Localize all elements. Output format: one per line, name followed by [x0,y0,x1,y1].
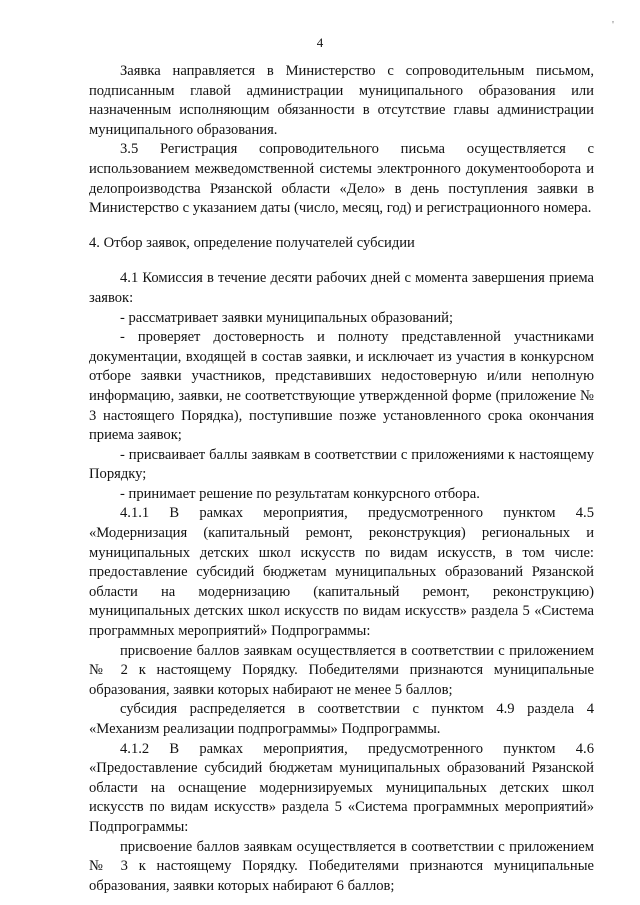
paragraph: Заявка направляется в Министерство с сопроводительным письмом, подписанным главой администрации муниципального образования или назначенным исполняющим обязанности в отсутствие главы администрации муниципального образования. [89,63,594,138]
page-number: 4 [316,35,324,50]
paragraph: 4.1.2 В рамках мероприятия, предусмотренного пунктом 4.6 «Предоставление субсидий бюджетам муниципальных образований Рязанской области на оснащение модернизируемых муниципальных детских школ искусств по видам искусств» раздела 5 «Система программных мероприятий» Подпрограммы: [89,740,594,835]
paragraph: субсидия распределяется в соответствии с пунктом 4.9 раздела 4 «Механизм реализации подпрограммы» Подпрограммы. [89,701,594,737]
list-item: - принимает решение по результатам конкурсного отбора. [120,485,480,502]
corner-mark: ' [612,19,614,31]
list-item: - рассматривает заявки муниципальных образований; [120,309,454,326]
paragraph: 3.5 Регистрация сопроводительного письма осуществляется с использованием межведомственной системы электронного документооборота и делопроизводства Рязанской области «Дело» в день поступления заявки в Министерство с указанием даты (число, месяц, год) и регистрационного номера. [89,141,594,217]
paragraph: 4.1 Комиссия в течение десяти рабочих дней с момента завершения приема заявок: [89,270,594,306]
list-item: - проверяет достоверность и полноту представленной участниками документации, входящей в состав заявки, и исключает из участия в конкурсном отборе заявки участников, представивших недостоверную и/или неполную информацию, заявки, не соответствующие утвержденной форме (приложение № 3 настоящего Порядка), поступившие позже установленного срока окончания приема заявок; [89,329,594,444]
paragraph: присвоение баллов заявкам осуществляется в соответствии с приложением № 2 к настоящему Порядку. Победителями признаются муниципальные образования, заявки которых набирают не менее 5 баллов; [89,642,594,698]
paragraph: 4.1.1 В рамках мероприятия, предусмотренного пунктом 4.5 «Модернизация (капитальный ремонт, реконструкция) региональных и муниципальных детских школ искусств по видам искусств, в том числе: предоставление субсидий бюджетам муниципальных образований Рязанской области на модернизацию (капитальный ремонт, реконструкцию) муниципальных детских школ искусств по видам искусств» раздела 5 «Система программных мероприятий» Подпрограммы: [89,505,594,640]
paragraph: присвоение баллов заявкам осуществляется в соответствии с приложением № 3 к настоящему Порядку. Победителями признаются муниципальные образования, заявки которых набирают 6 баллов; [89,838,594,894]
document-body [89,62,594,896]
list-item: - присваивает баллы заявкам в соответствии с приложениями к настоящему Порядку; [89,446,594,483]
section-heading: 4. Отбор заявок, определение получателей субсидии [89,234,415,251]
